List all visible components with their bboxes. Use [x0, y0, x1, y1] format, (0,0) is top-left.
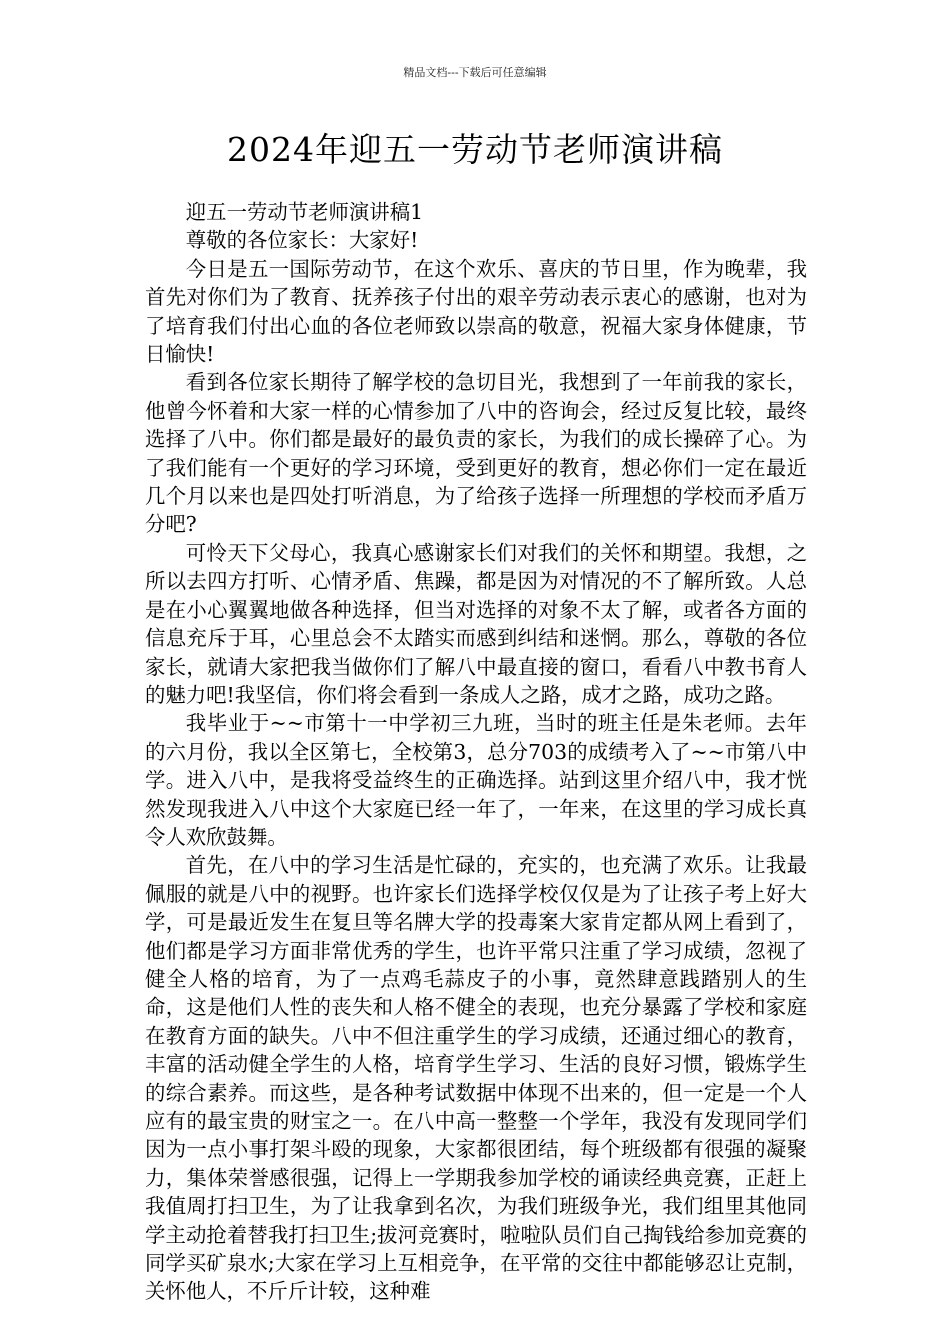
paragraph: 可怜天下父母心，我真心感谢家长们对我们的关怀和期望。我想，之所以去四方打听、心情矛盾、焦躁，都是因为对情况的不了解所致。人总是在小心翼翼地做各种选择，但当对选择的对象不太了解，或者各方面的信息充斥于耳，心里总会不太踏实而感到纠结和迷惘。那么，尊敬的各位家长，就请大家把我当做你们了解八中最直接的窗口，看看八中教书育人的魅力吧!我坚信，你们将会看到一条成人之路，成才之路，成功之路。 — [145, 540, 807, 707]
paragraph: 看到各位家长期待了解学校的急切目光，我想到了一年前我的家长，他曾今怀着和大家一样的心情参加了八中的咨询会，经过反复比较，最终选择了八中。你们都是最好的最负责的家长，为我们的成长操碎了心。为了我们能有一个更好的学习环境，受到更好的教育，想必你们一定在最近几个月以来也是四处打听消息，为了给孩子选择一所理想的学校而矛盾万分吧? — [145, 370, 807, 537]
page-title: 2024年迎五一劳动节老师演讲稿 — [227, 130, 723, 169]
paragraph: 首先，在八中的学习生活是忙碌的，充实的，也充满了欢乐。让我最佩服的就是八中的视野。也许家长们选择学校仅仅是为了让孩子考上好大学，可是最近发生在复旦等名牌大学的投毒案大家肯定都从网上看到了，他们都是学习方面非常优秀的学生，也许平常只注重了学习成绩，忽视了健全人格的培育，为了一点鸡毛蒜皮子的小事，竟然肆意践踏别人的生命，这是他们人性的丧失和人格不健全的表现，也充分暴露了学校和家庭在教育方面的缺失。八中不但注重学生的学习成绩，还通过细心的教育，丰富的活动健全学生的人格，培育学生学习、生活的良好习惯，锻炼学生的综合素养。而这些，是各种考试数据中体现不出来的，但一定是一个人应有的最宝贵的财宝之一。在八中高一整整一个学年，我没有发现同学们因为一点小事打架斗殴的现象，大家都很团结，每个班级都有很强的凝聚力，集体荣誉感很强，记得上一学期我参加学校的诵读经典竞赛，正赶上我值周打扫卫生，为了让我拿到名次，为我们班级争光，我们组里其他同学主动抢着替我打扫卫生;拔河竞赛时，啦啦队员们自己掏钱给参加竞赛的同学买矿泉水;大家在学习上互相竞争，在平常的交往中都能够忍让克制，关怀他人，不斤斤计较，这种难 — [145, 853, 807, 1304]
document-body — [145, 198, 807, 1306]
paragraph: 今日是五一国际劳动节，在这个欢乐、喜庆的节日里，作为晚辈，我首先对你们为了教育、抚养孩子付出的艰辛劳动表示衷心的感谢，也对为了培育我们付出心血的各位老师致以崇高的敬意，祝福大家身体健康，节日愉快! — [145, 256, 807, 367]
salutation: 尊敬的各位家长：大家好! — [185, 228, 419, 253]
paragraph: 我毕业于~~市第十一中学初三九班，当时的班主任是朱老师。去年的六月份，我以全区第七，全校第3，总分703的成绩考入了~~市第八中学。进入八中，是我将受益终生的正确选择。站到这里介绍八中，我才恍然发现我进入八中这个大家庭已经一年了，一年来，在这里的学习成长真令人欢欣鼓舞。 — [145, 711, 807, 849]
header-note: 精品文档---下载后可任意编辑 — [403, 66, 547, 79]
speech-subtitle: 迎五一劳动节老师演讲稿1 — [185, 200, 424, 224]
